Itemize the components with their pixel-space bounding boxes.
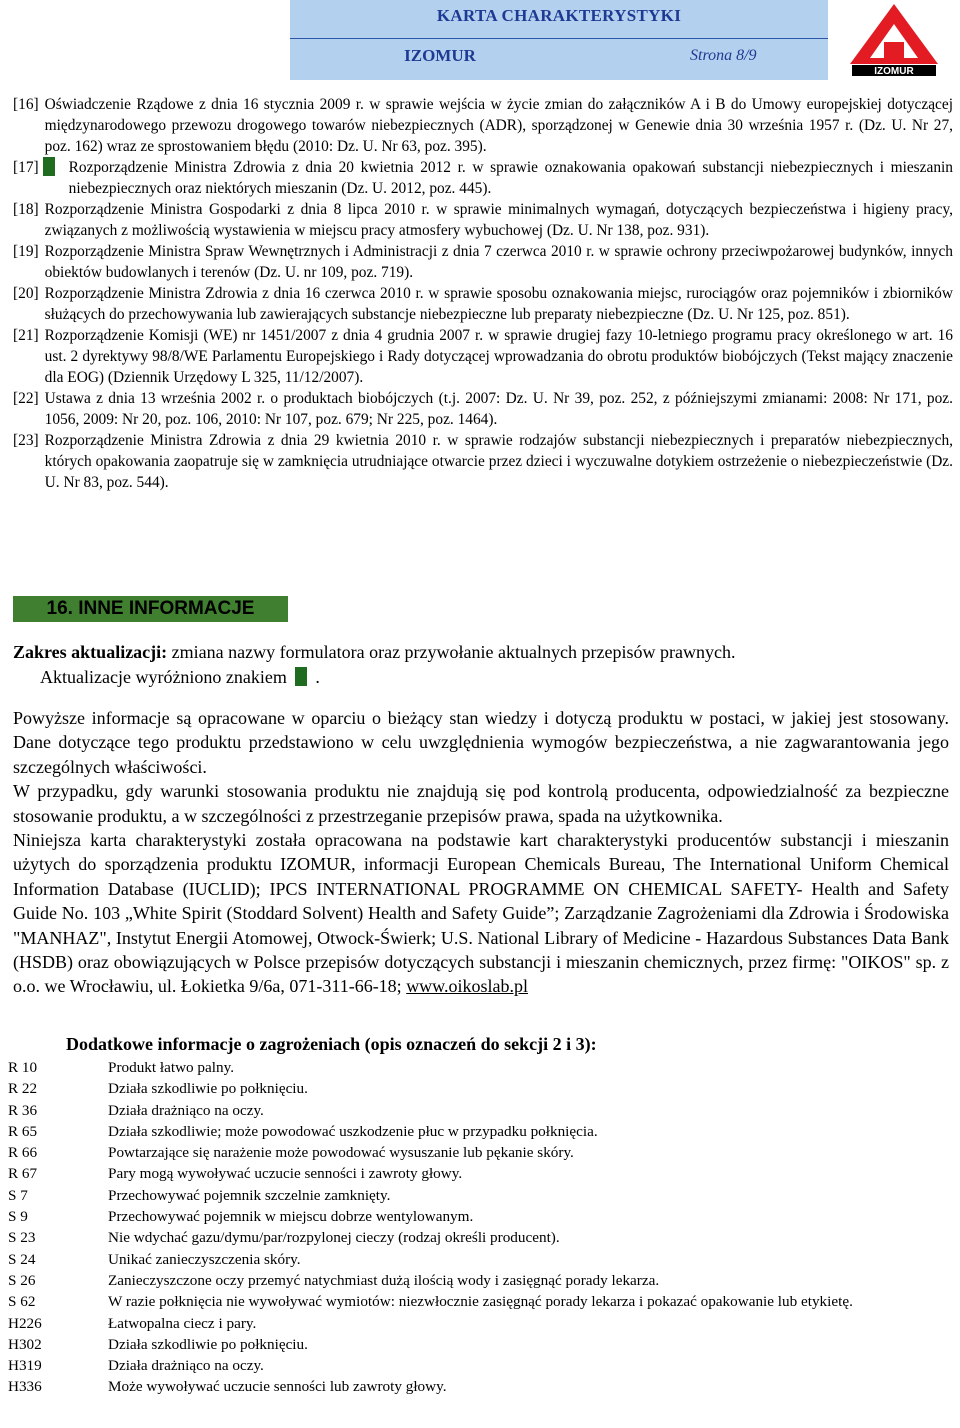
sources-text: Niniejsza karta charakterystyki została opracowana na podstawie kart charakterystyki producentów substancji i mieszanin użytych do sporządzenia produktu IZOMUR, informacji European Chemicals Bureau, The International Uniform Chemical Information Database (IUCLID); IPCS INTERNATIONAL PROGRAMME ON CHEMICAL SAFETY- Health and Safety Guide No. 103 „White Spirit (Stoddard Solvent) Health and Safety Guide”; Zarządzanie Zagrożeniami dla Zdrowia i Środowiska "MANHAZ", Instytut Energii Atomowej, Otwock-Świerk; U.S. National Library of Medicine - Hazardous Substances Data Bank (HSDB) oraz obowiązujących w Polsce przepisów dotyczących substancji i mieszanin chemicznych, przez firmę: "OIKOS" sp. z o.o. we Wrocławiu, ul. Łokietka 9/6a, 071-311-66-18; [13,830,949,997]
reference-item [13,388,953,430]
hazard-code-row [8,1142,948,1163]
reference-text: Rozporządzenie Komisji (WE) nr 1451/2007 z dnia 4 grudnia 2007 r. w sprawie drugiej fazy 10-letniego programu pracy określonego w art. 16 ust. 2 dyrektywy 98/8/WE Parlamentu Europejskiego i Rady dotyczącej wprowadzania do obrotu produktów biobójczych (Tekst mający znaczenie dla EOG) (Dziennik Urzędowy L 325, 11/12/2007). [44,327,953,386]
hazard-code-row [8,1355,948,1376]
hazard-code: S 62 [8,1293,36,1311]
reference-number: [20] [13,285,39,302]
reference-number: [16] [13,96,39,113]
hazard-description: Powtarzające się narażenie może powodować wysuszanie lub pękanie skóry. [108,1144,574,1162]
hazard-description: Działa szkodliwie po połknięciu. [108,1080,308,1098]
reference-item [13,430,953,493]
hazard-code: H226 [8,1314,42,1332]
hazard-code: H319 [8,1357,42,1375]
hazard-code-row [8,1334,948,1355]
section-16-title: 16. INNE INFORMACJE [46,598,255,619]
reference-text: Rozporządzenie Ministra Gospodarki z dnia 8 lipca 2010 r. w sprawie minimalnych wymagań, dotyczących bezpieczeństwa i higieny pracy, związanych z możliwością wystawienia w miejscu pracy atmosfery wybuchowej (Dz. U. Nr 138, poz. 931). [44,201,953,239]
hazard-description: Unikać zanieczyszczenia skóry. [108,1250,301,1268]
update-line-2 [13,665,953,690]
disclaimer-paragraph: Powyższe informacje są opracowane w oparciu o bieżący stan wiedzy i dotyczą produktu w postaci, w jakiej jest stosowany. Dane dotyczące tego produktu przedstawiono w celu uwzględnienia wymogów bezpieczeństwa, a nie zagwarantowania jego szczególnych właściwości. [13,708,949,777]
hazard-code-row [8,1100,948,1121]
hazard-code-row [8,1078,948,1099]
hazard-description: Działa szkodliwie; może powodować uszkodzenie płuc w przypadku połknięcia. [108,1122,598,1140]
hazard-description: Przechowywać pojemnik szczelnie zamknięty. [108,1186,391,1204]
reference-item [13,241,953,283]
section-16-header [13,596,288,622]
hazard-description: Zanieczyszczone oczy przemyć natychmiast dużą ilością wody i zasięgnąć porady lekarza. [108,1271,660,1289]
update-info [13,640,953,690]
hazard-code-row [8,1185,948,1206]
update-line-1 [13,640,953,665]
update-marker [295,667,307,686]
hazard-code: R 66 [8,1144,38,1162]
hazard-code: H302 [8,1335,42,1353]
hazard-description: Produkt łatwo palny. [108,1059,234,1076]
update-label: Zakres aktualizacji: [13,642,168,662]
hazard-code-row [8,1249,948,1270]
reference-number: [21] [13,327,39,344]
hazard-code-row [8,1121,948,1142]
hazard-code: R 65 [8,1122,38,1140]
hazard-code-row [8,1227,948,1248]
reference-number: [17] [13,159,39,176]
hazard-code: S 26 [8,1271,36,1289]
reference-number: [18] [13,201,39,218]
update-line2-end: . [315,667,320,687]
hazard-code-row [8,1313,948,1334]
reference-number: [23] [13,432,39,449]
hazard-code: S 7 [8,1186,28,1204]
hazard-code: H336 [8,1378,42,1396]
hazard-code: S 23 [8,1229,36,1247]
hazard-code: R 22 [8,1080,38,1098]
hazard-code: S 24 [8,1250,36,1268]
hazard-description: W razie połknięcia nie wywoływać wymiotów: niezwłocznie zasięgnąć porady lekarza i pokazać opakowanie lub etykietę. [108,1293,853,1311]
hazard-description: Pary mogą wywoływać uczucie senności i zawroty głowy. [108,1165,463,1183]
hazard-info-title: Dodatkowe informacje o zagrożeniach (opis oznaczeń do sekcji 2 i 3): [66,1034,597,1054]
hazard-description: Może wywoływać uczucie senności lub zawroty głowy. [108,1378,447,1396]
disclaimer-paragraph: W przypadku, gdy warunki stosowania produktu nie znajdują się pod kontrolą producenta, odpowiedzialność za bezpieczne stosowanie produktu, a w szczególności z przestrzeganie przepisów prawa, spada na użytkownika. [13,781,949,826]
hazard-code-row [8,1206,948,1227]
hazard-description: Nie wdychać gazu/dymu/par/rozpylonej cieczy (rodzaj określi producent). [108,1229,560,1247]
disclaimer-paragraph-sources [13,828,949,999]
reference-text: Rozporządzenie Ministra Zdrowia z dnia 16 czerwca 2010 r. w sprawie sposobu oznakowania miejsc, rurociągów oraz pojemników i zbiorników służących do przechowywania lub zawierających substancje niebezpieczne lub preparaty niebezpieczne (Dz. U. Nr 125, poz. 851). [44,285,953,323]
reference-item [13,199,953,241]
hazard-code: R 10 [8,1059,38,1076]
hazard-code: S 9 [8,1208,28,1226]
references-list [13,94,953,493]
hazard-description: Działa drażniąco na oczy. [108,1357,264,1375]
izomur-logo [848,2,940,82]
page-number: Strona 8/9 [690,47,757,64]
reference-number: [22] [13,390,39,407]
reference-item [13,283,953,325]
update-marker [43,157,55,176]
reference-number: [19] [13,243,39,260]
hazard-code-row [8,1270,948,1291]
hazard-description: Działa drażniąco na oczy. [108,1101,264,1119]
update-line2-text: Aktualizacje wyróżniono znakiem [40,667,287,687]
disclaimer-text [13,706,949,999]
update-text: zmiana nazwy formulatora oraz przywołanie aktualnych przepisów prawnych. [171,642,736,662]
reference-item [13,157,953,199]
header-divider [290,38,828,39]
hazard-description: Działa szkodliwie po połknięciu. [108,1335,308,1353]
hazard-code-row [8,1291,948,1312]
hazard-code-row [8,1376,948,1397]
hazard-description: Łatwopalna ciecz i pary. [108,1314,257,1332]
hazard-code-row [8,1057,948,1078]
hazard-description: Przechowywać pojemnik w miejscu dobrze wentylowanym. [108,1208,474,1226]
logo-text: IZOMUR [874,66,914,77]
hazard-code-row [8,1163,948,1184]
reference-item [13,325,953,388]
hazard-codes-list [8,1057,948,1398]
hazard-code: R 36 [8,1101,38,1119]
reference-item [13,94,953,157]
document-title: KARTA CHARAKTERYSTYKI [436,6,682,25]
document-header [290,0,828,80]
reference-text: Ustawa z dnia 13 września 2002 r. o produktach biobójczych (t.j. 2007: Dz. U. Nr 39, poz. 252, z późniejszymi zmianami: 2008: Nr 171, poz. 1056, 2009: Nr 20, poz. 106, 2010: Nr 107, poz. 679; Nr 225, poz. 1464). [44,390,953,428]
product-name: IZOMUR [404,46,476,65]
reference-text: Rozporządzenie Ministra Zdrowia z dnia 29 kwietnia 2010 r. w sprawie rodzajów substancji niebezpiecznych i preparatów niebezpiecznych, których opakowania zaopatruje się w zamknięcia utrudniające otwarcie przez dzieci i wyczuwalne dotykiem ostrzeżenie o niebezpieczeństwie (Dz. U. Nr 83, poz. 544). [44,432,953,491]
reference-text: Rozporządzenie Ministra Zdrowia z dnia 20 kwietnia 2012 r. w sprawie oznakowania opakowań substancji niebezpiecznych i mieszanin niebezpiecznych oraz niektórych mieszanin (Dz. U. 2012, poz. 445). [68,159,953,197]
logo-center-block [884,42,904,58]
hazard-code: R 67 [8,1165,38,1183]
oikos-link[interactable]: www.oikoslab.pl [406,976,529,997]
reference-text: Oświadczenie Rządowe z dnia 16 stycznia 2009 r. w sprawie wejścia w życie zmian do załączników A i B do Umowy europejskiej dotyczącej międzynarodowego przewozu drogowego towarów niebezpiecznych (ADR), sporządzonej w Genewie dnia 30 września 1957 r. (Dz. U. Nr 27, poz. 162) wraz ze sprostowaniem błędu (2010: Dz. U. Nr 63, poz. 395). [44,96,953,155]
reference-text: Rozporządzenie Ministra Spraw Wewnętrznych i Administracji z dnia 7 czerwca 2010 r. w sprawie ochrony przeciwpożarowej budynków, innych obiektów budowlanych i terenów (Dz. U. nr 109, poz. 719). [44,243,953,281]
